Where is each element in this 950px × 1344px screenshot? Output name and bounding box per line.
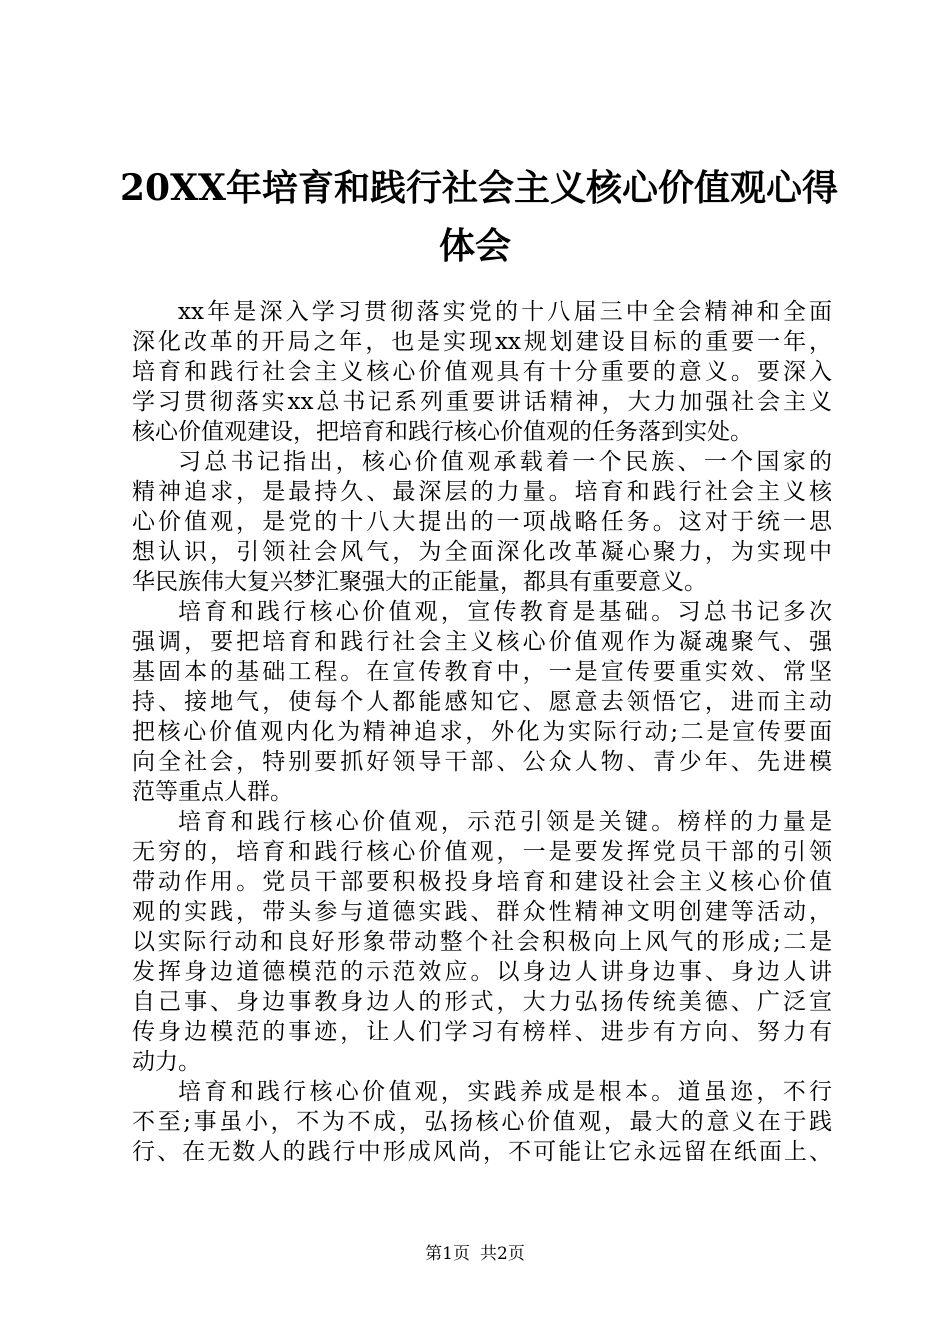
paragraph-4-line-1: 培育和践行核心价值观，示范引领是关键。榜样的力量是: [178, 809, 832, 835]
paragraph-5-line-1: 培育和践行核心价值观，实践养成是根本。道虽迩，不行: [178, 1079, 832, 1105]
page-footer: [0, 1243, 950, 1265]
paragraph-3-line-6: 向全社会，特别要抓好领导干部、公众人物、青少年、先进模: [132, 749, 832, 775]
paragraph-3-line-3: 基固本的基础工程。在宣传教育中，一是宣传要重实效、常坚: [132, 659, 832, 685]
document-title-line-2: 体会: [438, 225, 511, 267]
paragraph-4-line-4: 观的实践，带头参与道德实践、群众性精神文明创建等活动，: [132, 899, 832, 925]
page-number-label: 第1页: [425, 1244, 470, 1264]
paragraph-4-line-3: 带动作用。党员干部要积极投身培育和建设社会主义核心价值: [132, 869, 832, 895]
paragraph-4-line-5: 以实际行动和良好形象带动整个社会积极向上风气的形成;二是: [132, 929, 832, 955]
paragraph-3-line-7: 范等重点人群。: [132, 779, 293, 805]
document-title-line-1: 20XX年培育和践行社会主义核心价值观心得: [120, 167, 838, 209]
paragraph-2-line-5: 华民族伟大复兴梦汇聚强大的正能量，都具有重要意义。: [132, 569, 707, 595]
paragraph-4-line-8: 传身边模范的事迹，让人们学习有榜样、进步有方向、努力有: [132, 1019, 832, 1045]
page-total-label: 共2页: [480, 1244, 525, 1264]
paragraph-2-line-3: 心价值观，是党的十八大提出的一项战略任务。这对于统一思: [132, 509, 832, 535]
paragraph-1-line-4: 学习贯彻落实xx总书记系列重要讲话精神，大力加强社会主义: [132, 389, 832, 415]
paragraph-1-line-3: 培育和践行社会主义核心价值观具有十分重要的意义。要深入: [132, 359, 832, 385]
paragraph-1-line-5: 核心价值观建设，把培育和践行核心价值观的任务落到实处。: [132, 419, 753, 445]
paragraph-4-line-2: 无穷的，培育和践行核心价值观，一是要发挥党员干部的引领: [132, 839, 832, 865]
paragraph-2-line-2: 精神追求，是最持久、最深层的力量。培育和践行社会主义核: [132, 479, 832, 505]
paragraph-4-line-6: 发挥身边道德模范的示范效应。以身边人讲身边事、身边人讲: [132, 959, 832, 985]
paragraph-2-line-1: 习总书记指出，核心价值观承载着一个民族、一个国家的: [178, 449, 832, 475]
paragraph-1-line-1: xx年是深入学习贯彻落实党的十八届三中全会精神和全面: [178, 299, 832, 325]
paragraph-2-line-4: 想认识，引领社会风气，为全面深化改革凝心聚力，为实现中: [132, 539, 832, 565]
paragraph-5-line-3: 行、在无数人的践行中形成风尚，不可能让它永远留在纸面上、: [132, 1139, 832, 1165]
paragraph-4-line-7: 自己事、身边事教身边人的形式，大力弘扬传统美德、广泛宣: [132, 989, 832, 1015]
paragraph-3-line-1: 培育和践行核心价值观，宣传教育是基础。习总书记多次: [178, 599, 832, 625]
paragraph-3-line-4: 持、接地气，使每个人都能感知它、愿意去领悟它，进而主动: [132, 689, 832, 715]
document-body: [132, 297, 832, 1167]
paragraph-1-line-2: 深化改革的开局之年，也是实现xx规划建设目标的重要一年，: [132, 329, 832, 355]
paragraph-5-line-2: 不至;事虽小，不为不成，弘扬核心价值观，最大的意义在于践: [132, 1109, 832, 1135]
paragraph-4-line-9: 动力。: [132, 1049, 201, 1075]
paragraph-3-line-2: 强调，要把培育和践行社会主义核心价值观作为凝魂聚气、强: [132, 629, 832, 655]
paragraph-3-line-5: 把核心价值观内化为精神追求，外化为实际行动;二是宣传要面: [132, 719, 832, 745]
